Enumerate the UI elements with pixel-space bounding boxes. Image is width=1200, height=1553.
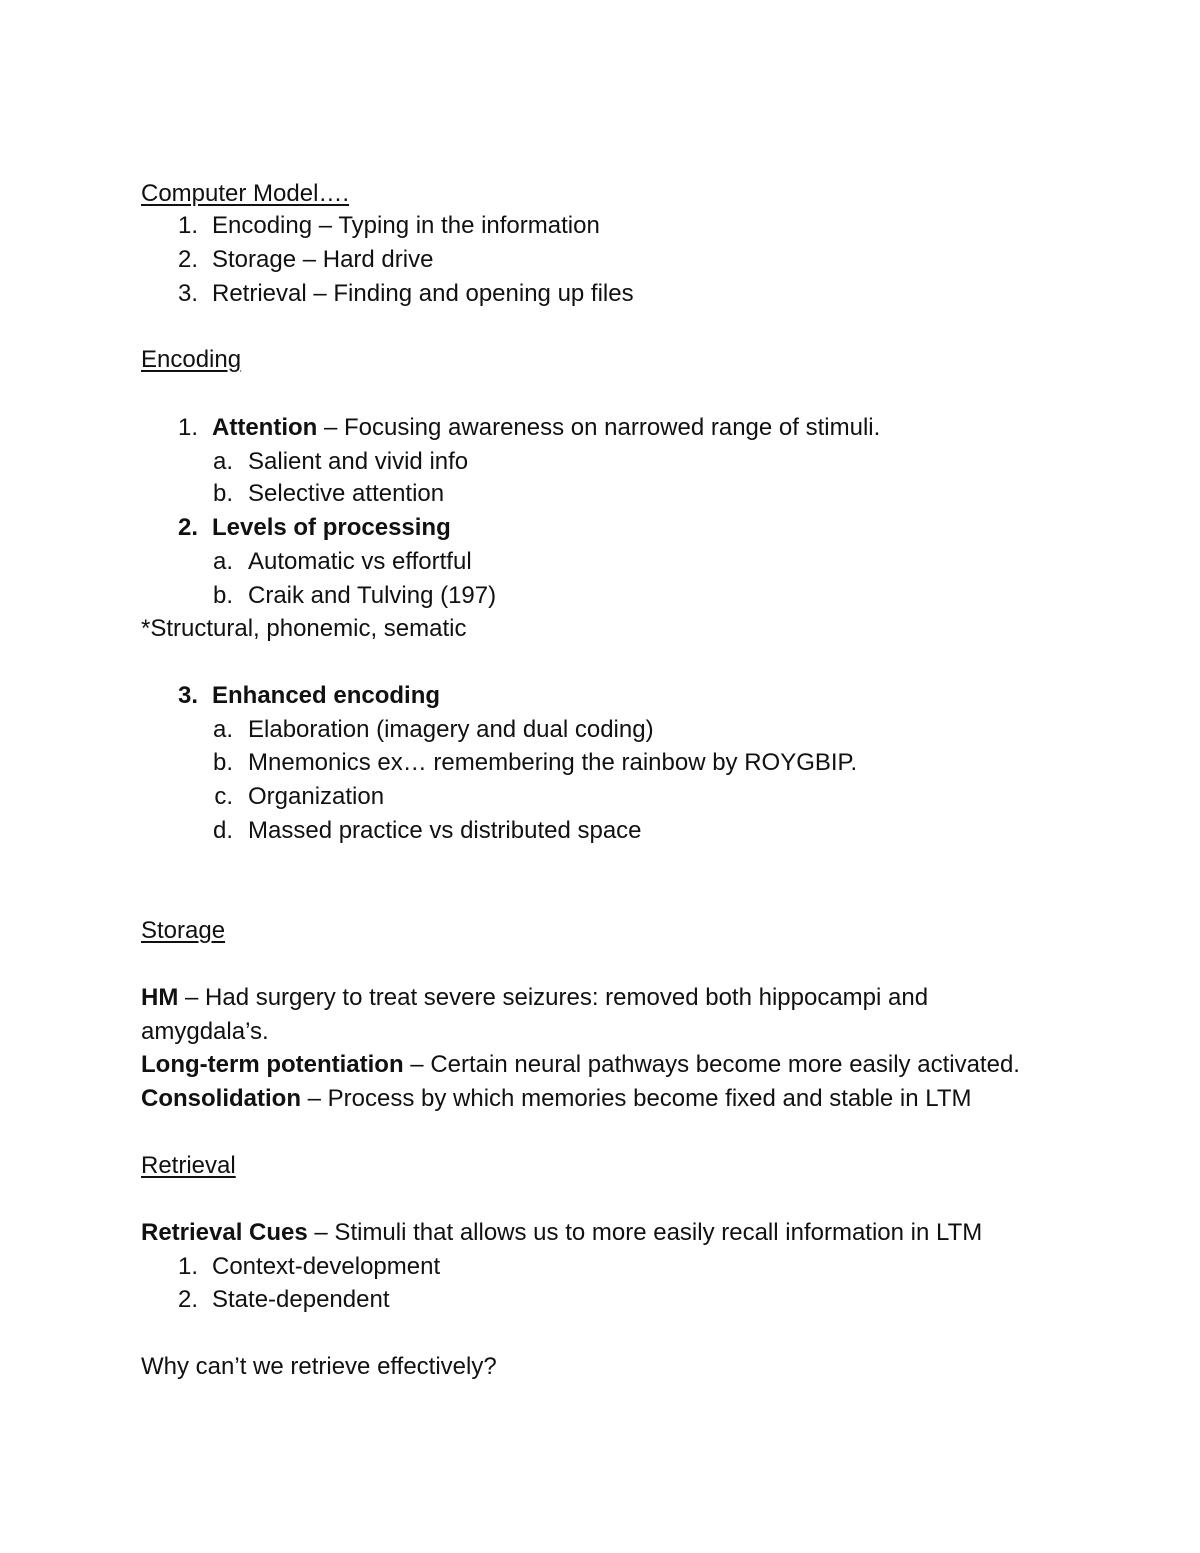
ltp-paragraph — [141, 1050, 1020, 1080]
list-text: Storage – Hard drive — [212, 246, 434, 273]
list-number: 1. — [177, 212, 198, 239]
list-text: Encoding – Typing in the information — [212, 212, 600, 239]
list-text: Levels of processing — [212, 514, 451, 541]
definition: – Process by which memories become fixed and stable in LTM — [300, 1085, 972, 1112]
term: Retrieval Cues — [141, 1219, 308, 1246]
definition: – Had surgery to treat severe seizures: removed both hippocampi and — [178, 984, 929, 1011]
list-letter: c. — [214, 783, 233, 810]
list-text: Context-development — [212, 1253, 441, 1280]
list-number: 2. — [177, 1286, 198, 1313]
list-number: 3. — [177, 280, 198, 307]
term: Consolidation — [141, 1085, 301, 1112]
list-text: Organization — [248, 783, 385, 810]
list-text: Salient and vivid info — [248, 448, 469, 475]
list-text: Retrieval – Finding and opening up files — [212, 280, 634, 307]
retrieval-cues-paragraph — [141, 1218, 982, 1248]
list-letter: a. — [212, 448, 233, 475]
term: HM — [141, 984, 179, 1011]
hm-paragraph-continued: amygdala’s. — [141, 1018, 269, 1045]
list-number: 1. — [177, 414, 198, 441]
list-number: 3. — [177, 682, 198, 709]
note-text: *Structural, phonemic, sematic — [141, 615, 467, 642]
list-letter: b. — [212, 749, 233, 776]
list-text: Enhanced encoding — [212, 682, 441, 709]
list-letter: d. — [212, 817, 233, 844]
definition: – Stimuli that allows us to more easily recall information in LTM — [307, 1219, 983, 1246]
list-number: 2. — [177, 246, 198, 273]
list-text: Mnemonics ex… remembering the rainbow by ROYGBIP. — [248, 749, 858, 776]
list-text — [212, 413, 880, 443]
encoding-heading: Encoding — [141, 346, 242, 373]
list-letter: a. — [212, 548, 233, 575]
retrieval-heading: Retrieval — [141, 1152, 236, 1179]
storage-heading: Storage — [141, 917, 226, 944]
hm-paragraph — [141, 983, 928, 1013]
list-letter: b. — [212, 582, 233, 609]
list-text: Craik and Tulving (197) — [248, 582, 497, 609]
list-text: Massed practice vs distributed space — [248, 817, 642, 844]
list-letter: b. — [212, 480, 233, 507]
question-text: Why can’t we retrieve effectively? — [141, 1353, 497, 1380]
list-text: Selective attention — [248, 480, 445, 507]
definition: – Focusing awareness on narrowed range of stimuli. — [317, 414, 881, 441]
list-text: Elaboration (imagery and dual coding) — [248, 716, 654, 743]
definition: – Certain neural pathways become more easily activated. — [403, 1051, 1020, 1078]
term: Long-term potentiation — [141, 1051, 404, 1078]
term: Attention — [212, 414, 318, 441]
list-text: Automatic vs effortful — [248, 548, 472, 575]
list-number: 2. — [177, 514, 198, 541]
list-number: 1. — [177, 1253, 198, 1280]
list-letter: a. — [212, 716, 233, 743]
list-text: State-dependent — [212, 1286, 390, 1313]
computer-model-heading: Computer Model…. — [141, 180, 350, 207]
consolidation-paragraph — [141, 1084, 972, 1114]
